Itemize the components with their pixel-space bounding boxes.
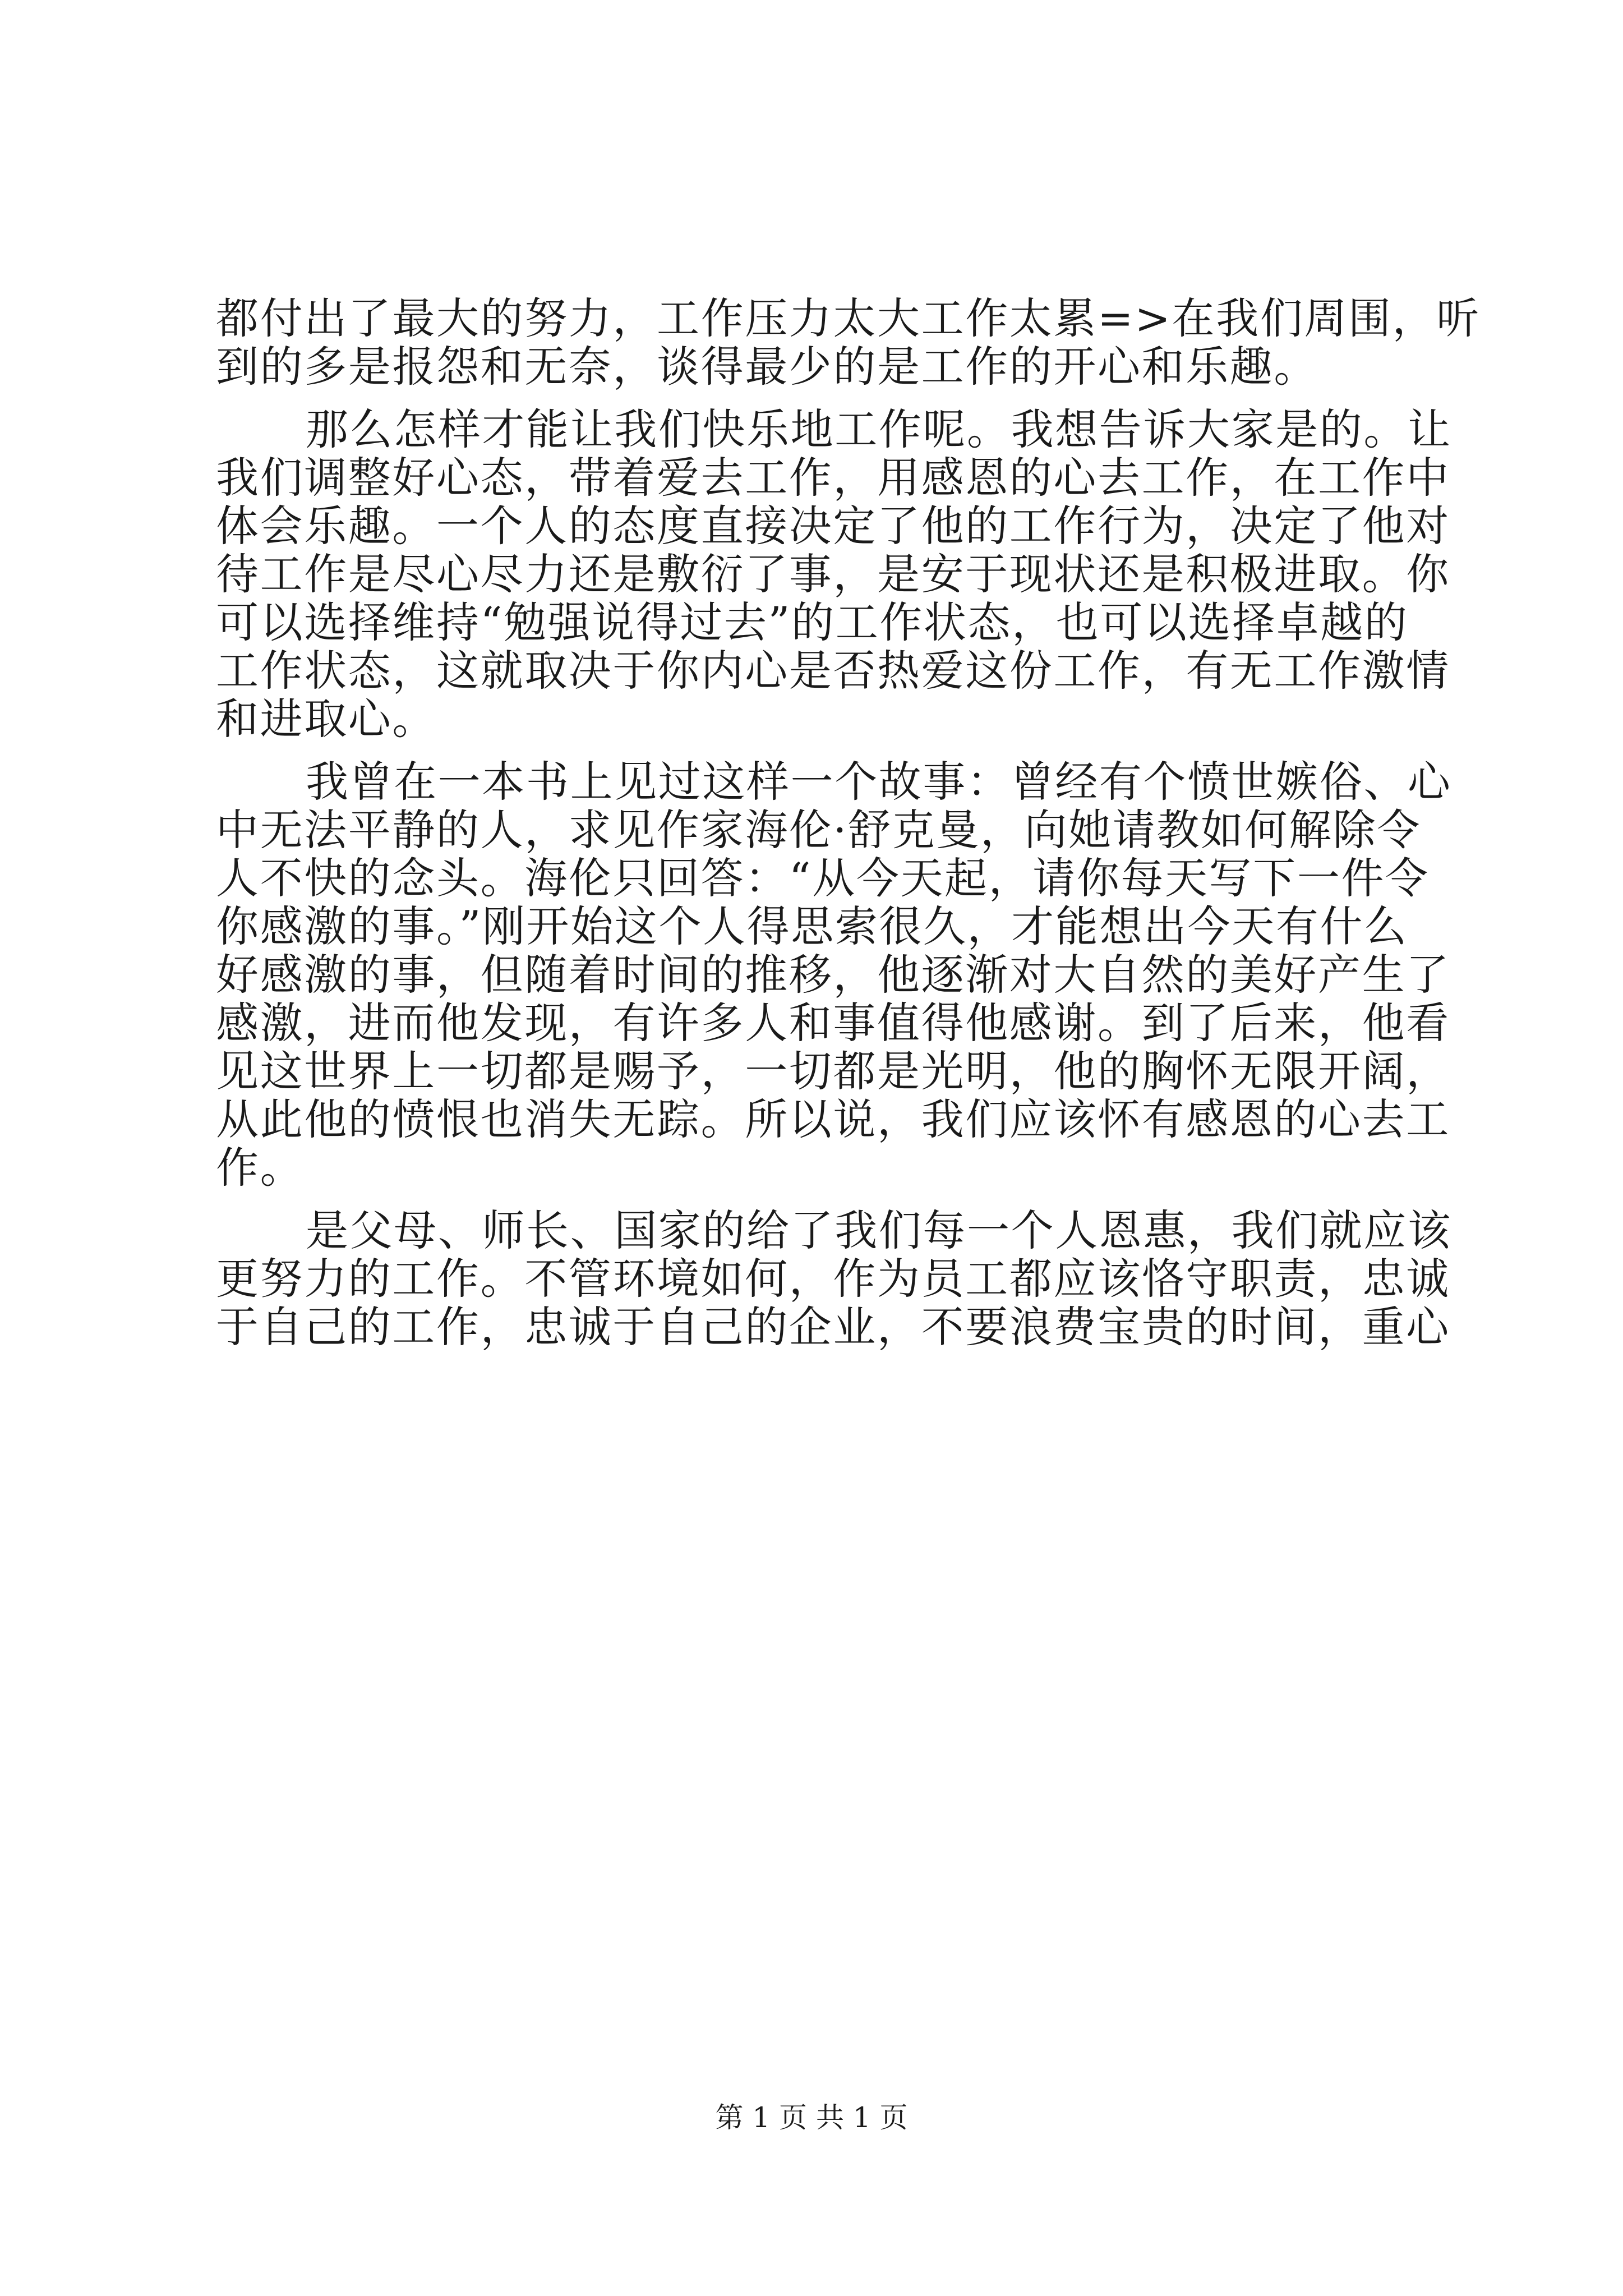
text-line: 可以选择维持“勉强说得过去”的工作状态，也可以选择卓越的 [216,597,1409,647]
text-line: 你感激的事。”刚开始这个人得思索很久，才能想出今天有什么 [216,901,1408,951]
text-line: 中无法平静的人，求见作家海伦·舒克曼，向她请教如何解除令 [216,805,1421,855]
text-line: 感激，进而他发现，有许多人和事值得他感谢。到了后来，他看 [216,998,1450,1048]
text-line: 体会乐趣。一个人的态度直接决定了他的工作行为，决定了他对 [216,501,1450,551]
text-line: 我们调整好心态，带着爱去工作，用感恩的心去工作，在工作中 [216,453,1450,503]
text-line: 都付出了最大的努力，工作压力太大工作太累=>在我们周围，听 [216,293,1481,343]
text-line: 于自己的工作，忠诚于自己的企业，不要浪费宝贵的时间，重心 [216,1302,1450,1352]
text-line: 待工作是尽心尽力还是敷衍了事，是安于现状还是积极进取。你 [216,549,1450,599]
text-line: 见这世界上一切都是赐予，一切都是光明，他的胸怀无限开阔， [216,1046,1450,1096]
text-line: 我曾在一本书上见过这样一个故事：曾经有个愤世嫉俗、心 [306,757,1452,807]
paragraph [216,1205,1452,1352]
text-line: 工作状态，这就取决于你内心是否热爱这份工作，有无工作激情 [216,646,1450,696]
paragraph [216,757,1452,1193]
text-line: 人不快的念头。海伦只回答：“从今天起，请你每天写下一件令 [216,853,1430,903]
text-line: 更努力的工作。不管环境如何，作为员工都应该恪守职责，忠诚 [216,1254,1450,1304]
page-footer: 第 1 页 共 1 页 [715,2101,908,2134]
text-line: 作。 [216,1143,305,1193]
text-line: 从此他的愤恨也消失无踪。所以说，我们应该怀有感恩的心去工 [216,1094,1450,1144]
text-line: 和进取心。 [216,694,436,744]
paragraph [216,293,1481,392]
text-line: 到的多是报怨和无奈，谈得最少的是工作的开心和乐趣。 [216,342,1318,392]
text-line: 那么怎样才能让我们快乐地工作呢。我想告诉大家是的。让 [306,404,1452,454]
paragraph [216,404,1452,744]
text-line: 是父母、师长、国家的给了我们每一个人恩惠，我们就应该 [306,1205,1452,1255]
text-line: 好感激的事，但随着时间的推移，他逐渐对大自然的美好产生了 [216,950,1450,1000]
body-text [216,293,1481,1352]
